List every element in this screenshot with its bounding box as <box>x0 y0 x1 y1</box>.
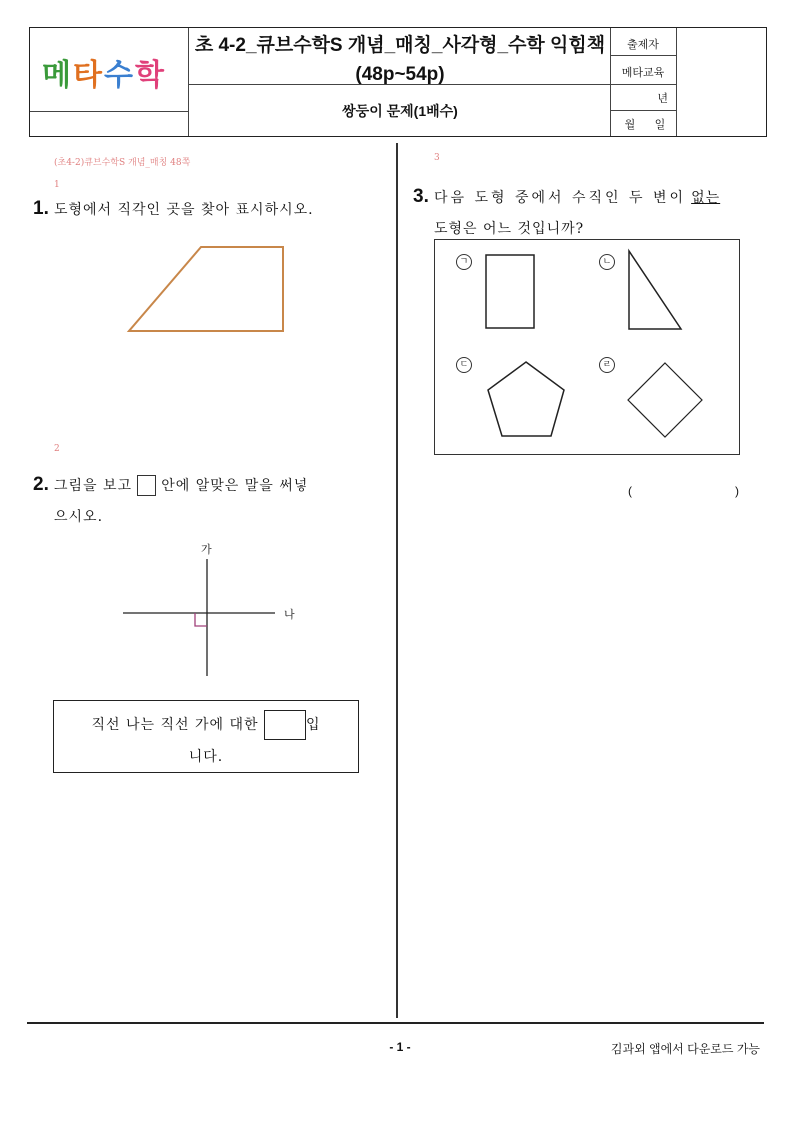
underlined-word: 없는 <box>691 190 721 206</box>
question-text: 다음 도형 중에서 수직인 두 변이 <box>433 190 687 206</box>
answer-input-box[interactable] <box>264 710 306 740</box>
choice-marker-rieul[interactable]: ㄹ <box>599 357 615 373</box>
answer-text: 직선 나는 직선 가에 대한 <box>91 717 259 733</box>
answer-text-line2: 니다. <box>188 749 224 765</box>
title-line-1: 초 4-2_큐브수학S 개념_매칭_사각형_수학 익힘책 <box>194 35 606 56</box>
question-index: 1 <box>54 180 60 190</box>
logo-letter: 타 <box>72 59 104 92</box>
answer-open-paren: ( <box>628 484 632 498</box>
year-label: 년 <box>657 93 668 105</box>
blank-box-icon <box>137 475 156 496</box>
perpendicular-lines-figure <box>123 559 275 676</box>
logo-letter: 학 <box>134 59 164 92</box>
choice-marker-nieun[interactable]: ㄴ <box>599 254 615 270</box>
question-2 <box>33 470 373 532</box>
download-note: 김과외 앱에서 다운로드 가능 <box>610 1042 760 1056</box>
choice-marker-giyeok[interactable]: ㄱ <box>456 254 472 270</box>
question-text: 도형에서 직각인 곳을 찾아 표시하시오. <box>53 202 314 218</box>
logo-letter: 수 <box>103 59 135 92</box>
answer-close-paren: ) <box>735 484 739 498</box>
choice-marker-digeut[interactable]: ㄷ <box>456 357 472 373</box>
page-number: - 1 - <box>389 1040 411 1054</box>
right-angle-mark <box>195 613 207 626</box>
answer-sentence-box <box>53 700 359 773</box>
author-label: 출제자 <box>627 39 659 51</box>
question-text-line2: 으시오. <box>54 509 104 525</box>
author-value: 메타교육 <box>621 67 665 79</box>
question-number: 3. <box>413 186 429 207</box>
question-index: 2 <box>54 444 60 454</box>
question-text: 안에 알맞은 말을 써넣 <box>161 478 309 494</box>
question-number: 2. <box>33 474 49 495</box>
month-label: 월 <box>624 119 636 131</box>
title-line-2: (48p~54p) <box>355 64 445 85</box>
choices-box <box>434 239 740 455</box>
source-label: (초4-2)큐브수학S 개념_매칭 48쪽 <box>54 158 191 168</box>
question-index: 3 <box>434 153 440 163</box>
footer-divider <box>27 1022 764 1024</box>
question-text-line2: 도형은 어느 것입니까? <box>434 221 585 237</box>
answer-blank[interactable] <box>640 482 732 500</box>
logo-letter: 메 <box>42 59 73 92</box>
question-3 <box>413 182 753 244</box>
question-text: 그림을 보고 <box>53 478 133 494</box>
question-number: 1. <box>33 198 49 219</box>
line-label-na: 나 <box>284 609 295 621</box>
day-label: 일 <box>654 119 666 131</box>
subtitle: 쌍둥이 문제(1배수) <box>342 103 458 119</box>
answer-text: 입 <box>305 717 321 733</box>
trapezoid-figure <box>129 247 283 331</box>
line-label-ga: 가 <box>201 544 212 556</box>
